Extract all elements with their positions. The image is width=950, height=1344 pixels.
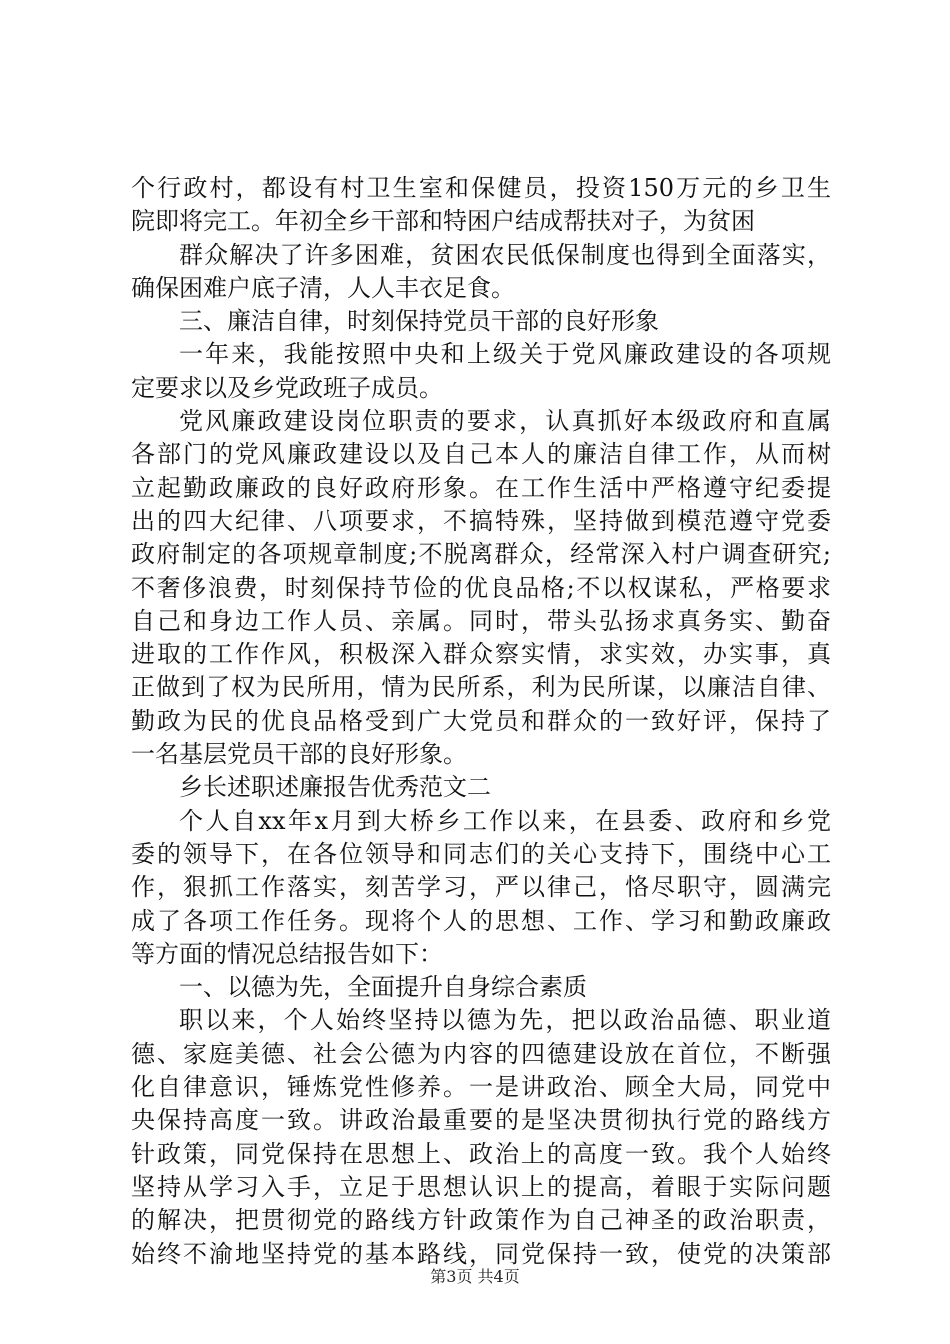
text-line: 一、以德为先，全面提升自身综合素质 — [179, 973, 587, 1002]
text-line: 的解决，把贯彻党的路线方针政策作为自己神圣的政治职责， — [131, 1206, 831, 1235]
text-line: 出的四大纪律、八项要求，不搞特殊，坚持做到模范遵守党委 — [131, 506, 831, 535]
text-line: 党风廉政建设岗位职责的要求，认真抓好本级政府和直属 — [179, 407, 831, 436]
text-line: 个人自xx年x月到大桥乡工作以来，在县委、政府和乡党 — [179, 806, 831, 835]
text-line: 定要求以及乡党政班子成员。 — [131, 373, 443, 402]
text-line: 政府制定的各项规章制度;不脱离群众，经常深入村户调查研究; — [131, 540, 831, 569]
text-line: 院即将完工。年初全乡干部和特困户结成帮扶对子，为贫困 — [131, 207, 755, 236]
text-line: 等方面的情况总结报告如下： — [131, 939, 443, 968]
text-line: 始终不渝地坚持党的基本路线，同党保持一致，使党的决策部 — [131, 1239, 831, 1268]
text-line: 德、家庭美德、社会公德为内容的四德建设放在首位，不断强 — [131, 1039, 831, 1068]
text-line: 自己和身边工作人员、亲属。同时，带头弘扬求真务实、勤奋 — [131, 606, 831, 635]
text-line: 化自律意识，锤炼党性修养。一是讲政治、顾全大局，同党中 — [131, 1073, 831, 1102]
text-line: 乡长述职述廉报告优秀范文二 — [179, 773, 491, 802]
text-line: 坚持从学习入手，立足于思想认识上的提高，着眼于实际问题 — [131, 1172, 831, 1201]
text-line: 进取的工作作风，积极深入群众察实情，求实效，办实事，真 — [131, 640, 831, 669]
text-line: 三、廉洁自律，时刻保持党员干部的良好形象 — [179, 307, 659, 336]
text-line: 各部门的党风廉政建设以及自己本人的廉洁自律工作，从而树 — [131, 440, 831, 469]
text-line: 成了各项工作任务。现将个人的思想、工作、学习和勤政廉政 — [131, 906, 831, 935]
text-line: 群众解决了许多困难，贫困农民低保制度也得到全面落实， — [179, 240, 831, 269]
text-line: 一年来，我能按照中央和上级关于党风廉政建设的各项规 — [179, 340, 831, 369]
page-footer: 第3页 共4页 — [430, 1267, 520, 1286]
document-body — [131, 172, 831, 1271]
text-line: 职以来，个人始终坚持以德为先，把以政治品德、职业道 — [179, 1006, 831, 1035]
text-line: 立起勤政廉政的良好政府形象。在工作生活中严格遵守纪委提 — [131, 473, 831, 502]
text-line: 委的领导下，在各位领导和同志们的关心支持下，围绕中心工 — [131, 839, 831, 868]
text-line: 勤政为民的优良品格受到广大党员和群众的一致好评，保持了 — [131, 706, 831, 735]
text-line: 正做到了权为民所用，情为民所系，利为民所谋，以廉洁自律、 — [131, 673, 831, 702]
text-line: 个行政村，都设有村卫生室和保健员，投资150万元的乡卫生 — [131, 174, 831, 202]
text-line: 针政策，同党保持在思想上、政治上的高度一致。我个人始终 — [131, 1139, 831, 1168]
text-line: 确保困难户底子清，人人丰衣足食。 — [131, 273, 515, 302]
text-line: 作，狠抓工作落实，刻苦学习，严以律己，恪尽职守，圆满完 — [131, 873, 831, 902]
text-line: 不奢侈浪费，时刻保持节俭的优良品格;不以权谋私，严格要求 — [131, 573, 831, 602]
text-line: 央保持高度一致。讲政治最重要的是坚决贯彻执行党的路线方 — [131, 1106, 831, 1135]
text-line: 一名基层党员干部的良好形象。 — [131, 740, 467, 769]
